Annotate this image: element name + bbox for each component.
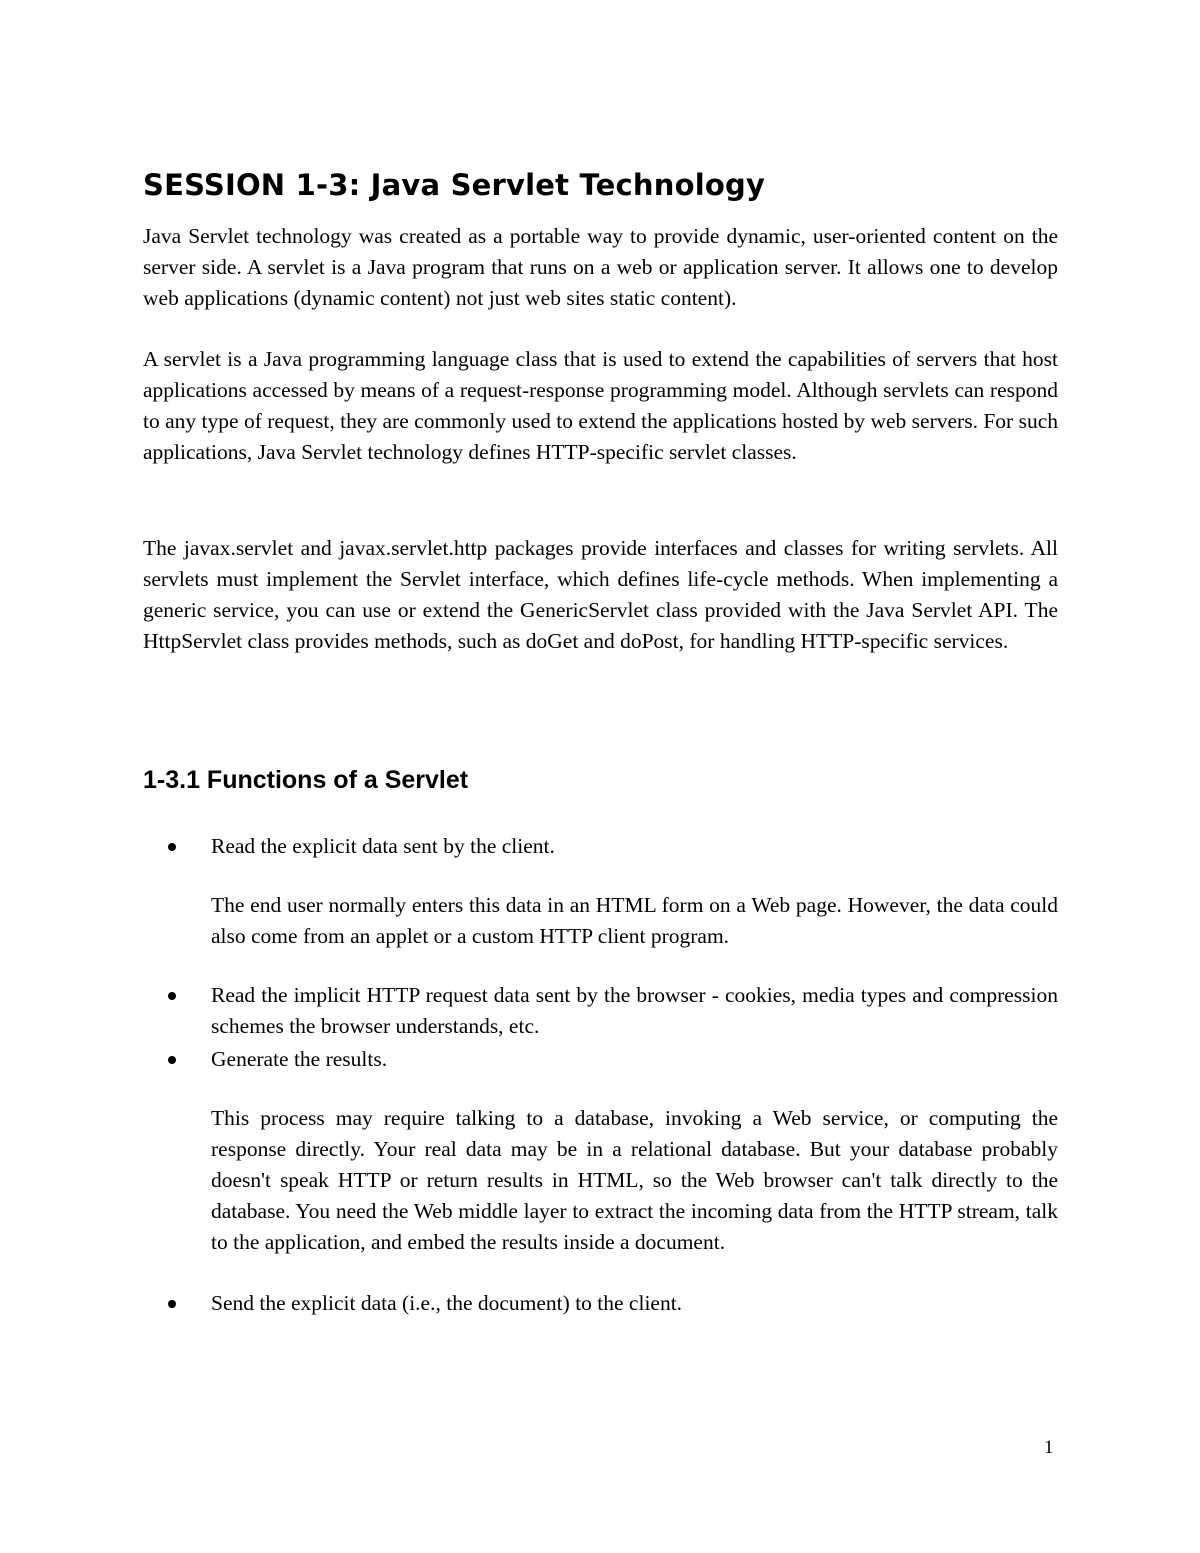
list-item-detail: This process may require talking to a database, invoking a Web service, or computing the response directly. Your real data may be in a relational database. But your database probably doesn't speak HTTP or return results in HTML, so the Web browser can't talk directly to the database. You need the Web middle layer to extract the incoming data from the HTTP stream, talk to the application, and embed the results inside a document. [211, 1106, 1058, 1254]
page-title: SESSION 1-3: Java Servlet Technology [143, 168, 766, 202]
list-item-text: Read the implicit HTTP request data sent by the browser - cookies, media types and compression schemes the browser understands, etc. [211, 983, 1058, 1038]
page-number: 1 [1044, 1437, 1054, 1458]
list-item [211, 1288, 1058, 1319]
list-item-text: Send the explicit data (i.e., the document) to the client. [211, 1291, 683, 1315]
bullet-icon [168, 1300, 176, 1308]
list-item-text: Read the explicit data sent by the client. [211, 834, 555, 858]
list-item-detail: The end user normally enters this data in an HTML form on a Web page. However, the data could also come from an applet or a custom HTTP client program. [211, 893, 1058, 948]
intro-paragraph: Java Servlet technology was created as a portable way to provide dynamic, user-oriented content on the server side. A servlet is a Java program that runs on a web or application server. It allows one to develop web applications (dynamic content) not just web sites static content). [143, 224, 1058, 310]
servlet-class-paragraph: A servlet is a Java programming language class that is used to extend the capabilities of servers that host applications accessed by means of a request-response programming model. Although servlets can respond to any type of request, they are commonly used to extend the applications hosted by web servers. For such applications, Java Servlet technology defines HTTP-specific servlet classes. [143, 347, 1058, 464]
packages-paragraph: The javax.servlet and javax.servlet.http packages provide interfaces and classes for writing servlets. All servlets must implement the Servlet interface, which defines life-cycle methods. When implementing a generic service, you can use or extend the GenericServlet class provided with the Java Servlet API. The HttpServlet class provides methods, such as doGet and doPost, for handling HTTP-specific services. [143, 536, 1058, 653]
list-item [211, 1044, 1058, 1075]
bullet-icon [168, 843, 176, 851]
section-heading: 1-3.1 Functions of a Servlet [143, 766, 469, 794]
list-item-text: Generate the results. [211, 1047, 388, 1071]
bullet-icon [168, 1056, 176, 1064]
list-item [211, 980, 1058, 1042]
bullet-icon [168, 992, 176, 1000]
list-item [211, 831, 1058, 862]
